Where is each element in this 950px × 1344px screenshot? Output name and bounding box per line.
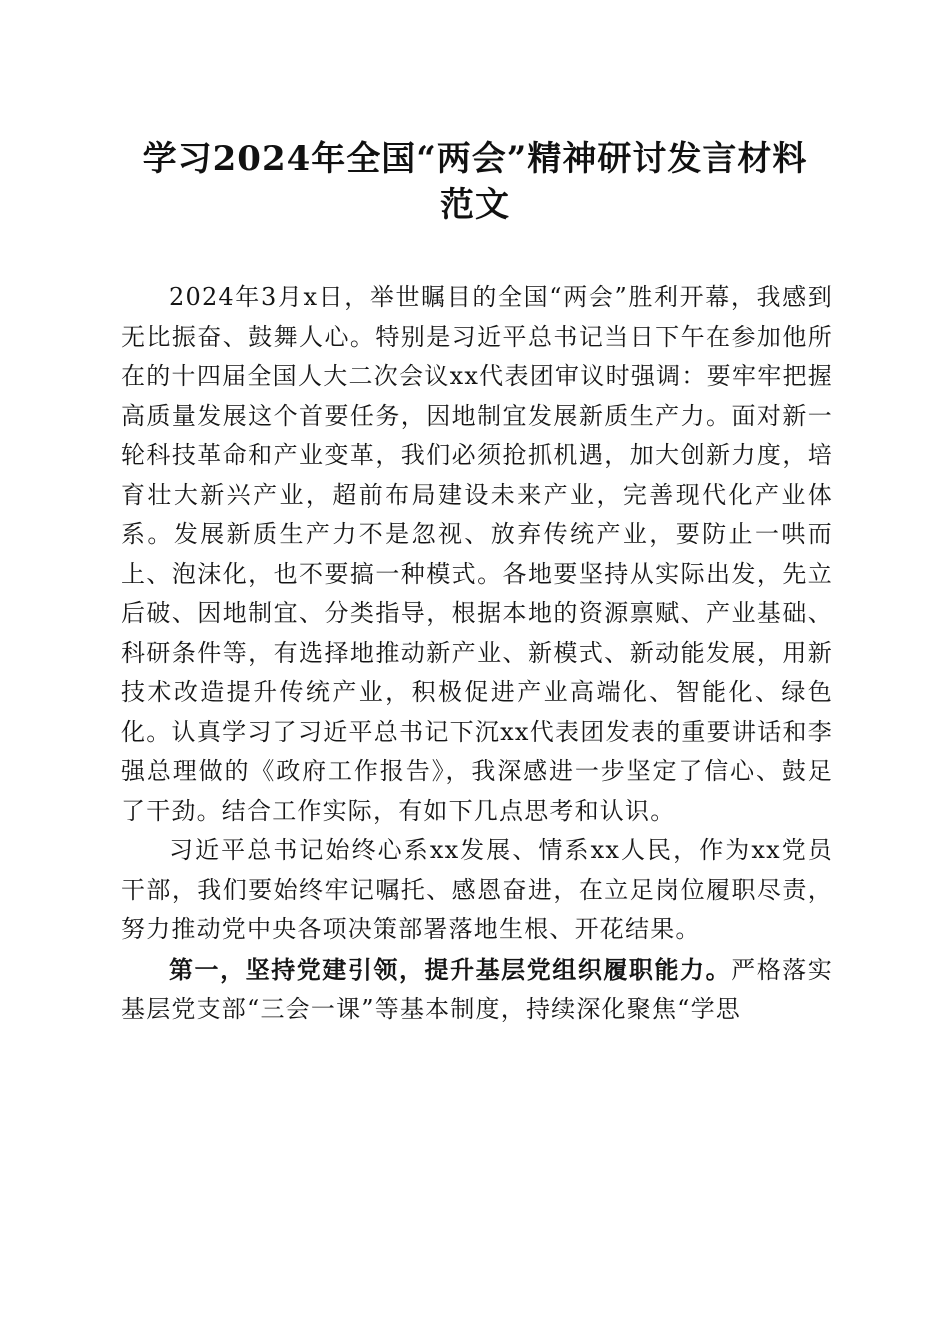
point-one-heading: 第一，坚持党建引领，提升基层党组织履职能力。 xyxy=(169,954,732,984)
point-one-text: 严格落实基层党支部“三会一课”等基本制度，持续深化聚焦“学思 xyxy=(121,955,833,1023)
title-line-2: 范文 xyxy=(440,185,510,225)
paragraph-intro xyxy=(121,278,833,831)
paragraph-commitment-text: 习近平总书记始终心系xx发展、情系xx人民，作为xx党员干部，我们要始终牢记嘱托、感恩奋进，在立足岗位履职尽责，努力推动党中央各项决策部署落地生根、开花结果。 xyxy=(121,836,833,943)
title-line-1: 学习2024年全国“两会”精神研讨发言材料 xyxy=(142,139,808,179)
paragraph-intro-text: 2024年3月x日，举世瞩目的全国“两会”胜利开幕，我感到无比振奋、鼓舞人心。特别是习近平总书记当日下午在参加他所在的十四届全国人大二次会议xx代表团审议时强调：要牢牢把握高质量发展这个首要任务，因地制宜发展新质生产力。面对新一轮科技革命和产业变革，我们必须抢抓机遇，加大创新力度，培育壮大新兴产业，超前布局建设未来产业，完善现代化产业体系。发展新质生产力不是忽视、放弃传统产业，要防止一哄而上、泡沫化，也不要搞一种模式。各地要坚持从实际出发，先立后破、因地制宜、分类指导，根据本地的资源禀赋、产业基础、科研条件等，有选择地推动新产业、新模式、新动能发展，用新技术改造提升传统产业，积极促进产业高端化、智能化、绿色化。认真学习了习近平总书记下沉xx代表团发表的重要讲话和李强总理做的《政府工作报告》，我深感进一步坚定了信心、鼓足了干劲。结合工作实际，有如下几点思考和认识。 xyxy=(121,283,833,825)
document-title xyxy=(100,136,850,228)
paragraph-point-one xyxy=(121,950,833,1030)
document-body xyxy=(121,278,833,1030)
paragraph-commitment xyxy=(121,831,833,950)
